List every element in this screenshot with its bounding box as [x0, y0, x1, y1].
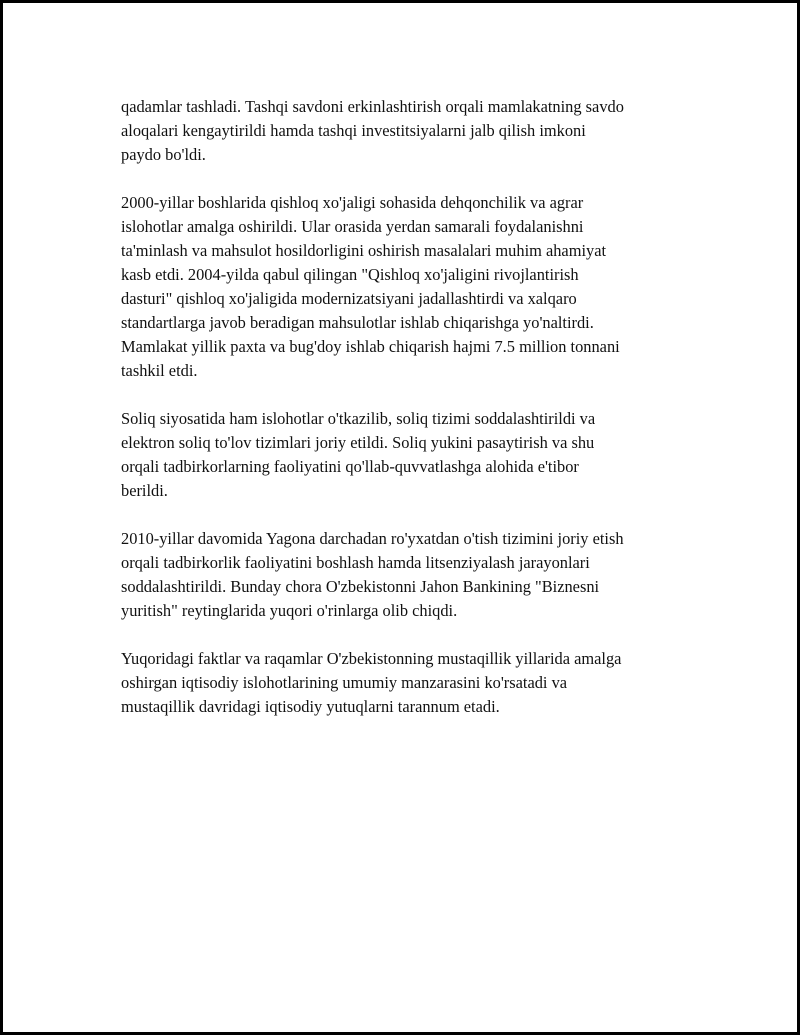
paragraph: 2000-yillar boshlarida qishloq xo'jaligi sohasida dehqonchilik va agrar islohotlar amalga oshirildi. Ular orasida yerdan samarali foydalanishni ta'minlash va mahsulot hosildorligini oshirish masalalari muhim ahamiyat kasb etdi. 2004-yilda qabul qilingan "Qishloq xo'jaligini rivojlantirish dasturi" qishloq xo'jaligida modernizatsiyani jadallashtirdi va xalqaro standartlarga javob beradigan mahsulotlar ishlab chiqarishga yo'naltirdi. Mamlakat yillik paxta va bug'doy ishlab chiqarish hajmi 7.5 million tonnani tashkil etdi. — [121, 193, 620, 380]
document-body — [121, 95, 693, 743]
paragraph: Yuqoridagi faktlar va raqamlar O'zbekistonning mustaqillik yillarida amalga oshirgan iqtisodiy islohotlarining umumiy manzarasini ko'rsatadi va mustaqillik davridagi iqtisodiy yutuqlarni tarannum etadi. — [121, 649, 622, 716]
paragraph: qadamlar tashladi. Tashqi savdoni erkinlashtirish orqali mamlakatning savdo aloqalari kengaytirildi hamda tashqi investitsiyalarni jalb qilish imkoni paydo bo'ldi. — [121, 97, 624, 164]
paragraph: Soliq siyosatida ham islohotlar o'tkazilib, soliq tizimi soddalashtirildi va elektron soliq to'lov tizimlari joriy etildi. Soliq yukini pasaytirish va shu orqali tadbirkorlarning faoliyatini qo'llab-quvvatlashga alohida e'tibor berildi. — [121, 409, 596, 500]
paragraph: 2010-yillar davomida Yagona darchadan ro'yxatdan o'tish tizimini joriy etish orqali tadbirkorlik faoliyatini boshlash hamda litsenziyalash jarayonlari soddalashtirildi. Bunday chora O'zbekistonni Jahon Bankining "Biznesni yuritish" reytinglarida yuqori o'rinlarga olib chiqdi. — [121, 529, 624, 620]
